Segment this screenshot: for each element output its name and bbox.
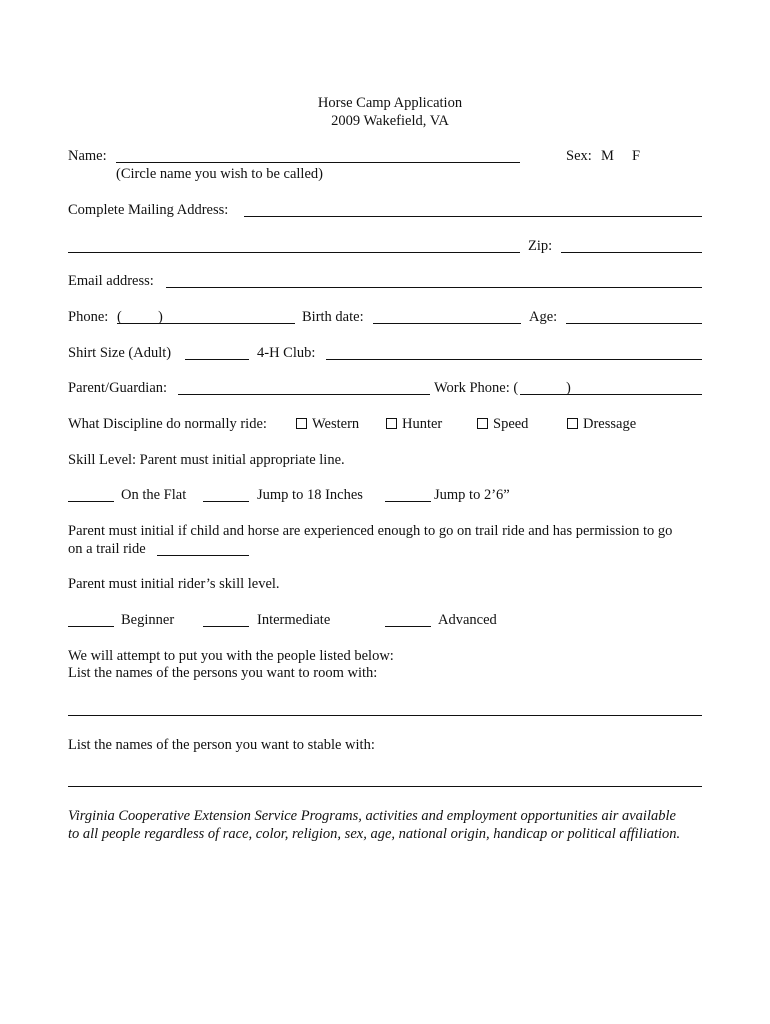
sex-option-f[interactable]: F: [632, 148, 641, 164]
rider-skill-label: Parent must initial rider’s skill level.: [68, 576, 280, 592]
nondiscrimination-notice-2: to all people regardless of race, color, religion, sex, age, national origin, handicap or political affiliation.: [68, 826, 681, 842]
club-label: 4-H Club:: [257, 345, 316, 361]
parent-guardian-field[interactable]: [178, 394, 430, 395]
hunter-label: Hunter: [402, 416, 443, 432]
sex-label: Sex:: [566, 148, 592, 164]
zip-label: Zip:: [528, 238, 553, 254]
nondiscrimination-notice: Virginia Cooperative Extension Service Programs, activities and employment opportunities air available: [68, 808, 676, 824]
form-title: Horse Camp Application: [317, 95, 463, 111]
jump-2-6-initial-field[interactable]: [385, 501, 431, 502]
jump-18-initial-field[interactable]: [203, 501, 249, 502]
stable-with-label: List the names of the person you want to stable with:: [68, 737, 375, 753]
work-phone-area-close: ): [566, 380, 571, 396]
trail-permission-text: Parent must initial if child and horse are experienced enough to go on trail ride and has permission to go: [68, 523, 673, 539]
form-subtitle: 2009 Wakefield, VA: [331, 113, 449, 129]
shirt-size-field[interactable]: [185, 359, 249, 360]
phone-field[interactable]: [117, 323, 295, 324]
hunter-checkbox[interactable]: [386, 418, 397, 429]
address-label: Complete Mailing Address:: [68, 202, 229, 218]
birth-date-field[interactable]: [373, 323, 521, 324]
name-field[interactable]: [116, 162, 520, 163]
beginner-label: Beginner: [121, 612, 175, 628]
phone-label: Phone:: [68, 309, 109, 325]
trail-permission-text-2: on a trail ride: [68, 541, 146, 557]
dressage-label: Dressage: [583, 416, 637, 432]
birth-date-label: Birth date:: [302, 309, 364, 325]
parent-guardian-label: Parent/Guardian:: [68, 380, 168, 396]
phone-area-open: (: [117, 309, 122, 325]
intermediate-initial-field[interactable]: [203, 626, 249, 627]
room-with-field[interactable]: [68, 715, 702, 716]
speed-checkbox[interactable]: [477, 418, 488, 429]
work-phone-label: Work Phone: (: [434, 380, 519, 396]
skill-level-label: Skill Level: Parent must initial appropriate line.: [68, 452, 345, 468]
name-label: Name:: [68, 148, 107, 164]
on-the-flat-initial-field[interactable]: [68, 501, 114, 502]
email-label: Email address:: [68, 273, 154, 289]
email-field[interactable]: [166, 287, 702, 288]
address-field-line2[interactable]: [68, 252, 520, 253]
name-hint: (Circle name you wish to be called): [116, 166, 323, 182]
western-label: Western: [312, 416, 360, 432]
phone-area-close: ): [158, 309, 163, 325]
rooming-intro: We will attempt to put you with the people listed below:: [68, 648, 394, 664]
jump-18-label: Jump to 18 Inches: [257, 487, 363, 503]
beginner-initial-field[interactable]: [68, 626, 114, 627]
dressage-checkbox[interactable]: [567, 418, 578, 429]
sex-option-m[interactable]: M: [601, 148, 614, 164]
discipline-question: What Discipline do normally ride:: [68, 416, 267, 432]
age-field[interactable]: [566, 323, 702, 324]
stable-with-field[interactable]: [68, 786, 702, 787]
zip-field[interactable]: [561, 252, 702, 253]
speed-label: Speed: [493, 416, 529, 432]
intermediate-label: Intermediate: [257, 612, 331, 628]
room-with-label: List the names of the persons you want to room with:: [68, 665, 378, 681]
advanced-label: Advanced: [438, 612, 497, 628]
trail-ride-initial-field[interactable]: [157, 555, 249, 556]
western-checkbox[interactable]: [296, 418, 307, 429]
jump-2-6-label: Jump to 2’6”: [434, 487, 510, 503]
work-phone-field[interactable]: [520, 394, 702, 395]
advanced-initial-field[interactable]: [385, 626, 431, 627]
age-label: Age:: [529, 309, 558, 325]
on-the-flat-label: On the Flat: [121, 487, 187, 503]
shirt-size-label: Shirt Size (Adult): [68, 345, 172, 361]
club-field[interactable]: [326, 359, 702, 360]
address-field-line1[interactable]: [244, 216, 702, 217]
